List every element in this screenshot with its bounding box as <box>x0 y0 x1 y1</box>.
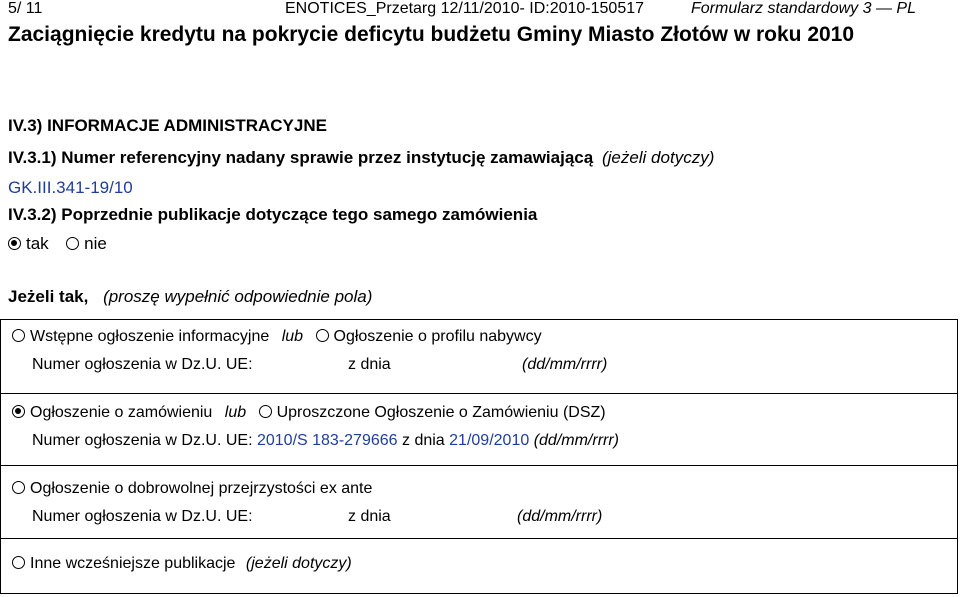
reference-number-label: IV.3.1) Numer referencyjny nadany sprawie przez instytucję zamawiającą <box>8 148 594 167</box>
box2-date-label: z dnia <box>402 432 445 449</box>
radio-buyer-profile-icon[interactable] <box>316 329 329 342</box>
reference-number-value: GK.III.341-19/10 <box>8 178 133 197</box>
box2-number-label: Numer ogłoszenia w Dz.U. UE: <box>32 432 253 449</box>
radio-simplified-notice-icon[interactable] <box>259 405 272 418</box>
radio-voluntary-transparency-icon[interactable] <box>12 481 25 494</box>
previous-publications-choice <box>8 234 107 254</box>
box2-date-value: 21/09/2010 <box>449 432 530 449</box>
form-type: Formularz standardowy 3 — PL <box>691 0 916 17</box>
radio-no-icon[interactable] <box>66 237 79 250</box>
box2-number-value: 2010/S 183-279666 <box>256 432 398 449</box>
box1-or: lub <box>281 328 304 345</box>
radio-contract-notice-icon[interactable] <box>12 405 25 418</box>
radio-yes-label: tak <box>26 234 49 253</box>
box2-or: lub <box>224 404 247 421</box>
simplified-notice-label: Uproszczone Ogłoszenie o Zamówieniu (DSZ) <box>276 404 606 421</box>
if-yes-row <box>8 287 372 307</box>
box3-options <box>12 479 372 499</box>
buyer-profile-label: Ogłoszenie o profilu nabywcy <box>333 328 542 345</box>
previous-publications-label: IV.3.2) Poprzednie publikacje dotyczące tego samego zamówienia <box>8 205 538 224</box>
box2-options <box>12 403 606 423</box>
box2-date-format: (dd/mm/rrrr) <box>533 432 619 449</box>
voluntary-transparency-label: Ogłoszenie o dobrowolnej przejrzystości ex ante <box>30 480 373 497</box>
box1-date-label: z dnia <box>348 356 391 373</box>
radio-prior-information-icon[interactable] <box>12 329 25 342</box>
box3-number-label: Numer ogłoszenia w Dz.U. UE: <box>32 508 253 525</box>
radio-no-label: nie <box>84 234 107 253</box>
notice-id: ENOTICES_Przetarg 12/11/2010- ID:2010-150517 <box>285 0 645 17</box>
if-yes-hint: (proszę wypełnić odpowiednie pola) <box>103 287 373 306</box>
if-yes-label: Jeżeli tak, <box>8 287 89 306</box>
box3-date-label: z dnia <box>348 508 391 525</box>
box1-options <box>12 327 542 347</box>
prior-information-label: Wstępne ogłoszenie informacyjne <box>30 328 270 345</box>
reference-number-qualifier: (jeżeli dotyczy) <box>601 148 715 167</box>
box4-options <box>12 554 352 574</box>
box-voluntary-transparency <box>0 466 958 539</box>
radio-other-publications-icon[interactable] <box>12 556 25 569</box>
page-number: 5/ 11 <box>8 0 43 17</box>
box1-date-format: (dd/mm/rrrr) <box>522 356 608 373</box>
box2-number-row <box>32 431 619 451</box>
box3-date-format: (dd/mm/rrrr) <box>517 508 603 525</box>
other-publications-label: Inne wcześniejsze publikacje <box>30 555 236 572</box>
other-publications-qualifier: (jeżeli dotyczy) <box>245 555 352 572</box>
document-title: Zaciągnięcie kredytu na pokrycie deficytu budżetu Gminy Miasto Złotów w roku 2010 <box>8 23 855 46</box>
section-heading: IV.3) INFORMACJE ADMINISTRACYJNE <box>8 116 327 135</box>
radio-yes-icon[interactable] <box>8 237 21 250</box>
reference-number-row <box>8 148 714 168</box>
box1-number-label: Numer ogłoszenia w Dz.U. UE: <box>32 356 253 373</box>
contract-notice-label: Ogłoszenie o zamówieniu <box>30 404 213 421</box>
